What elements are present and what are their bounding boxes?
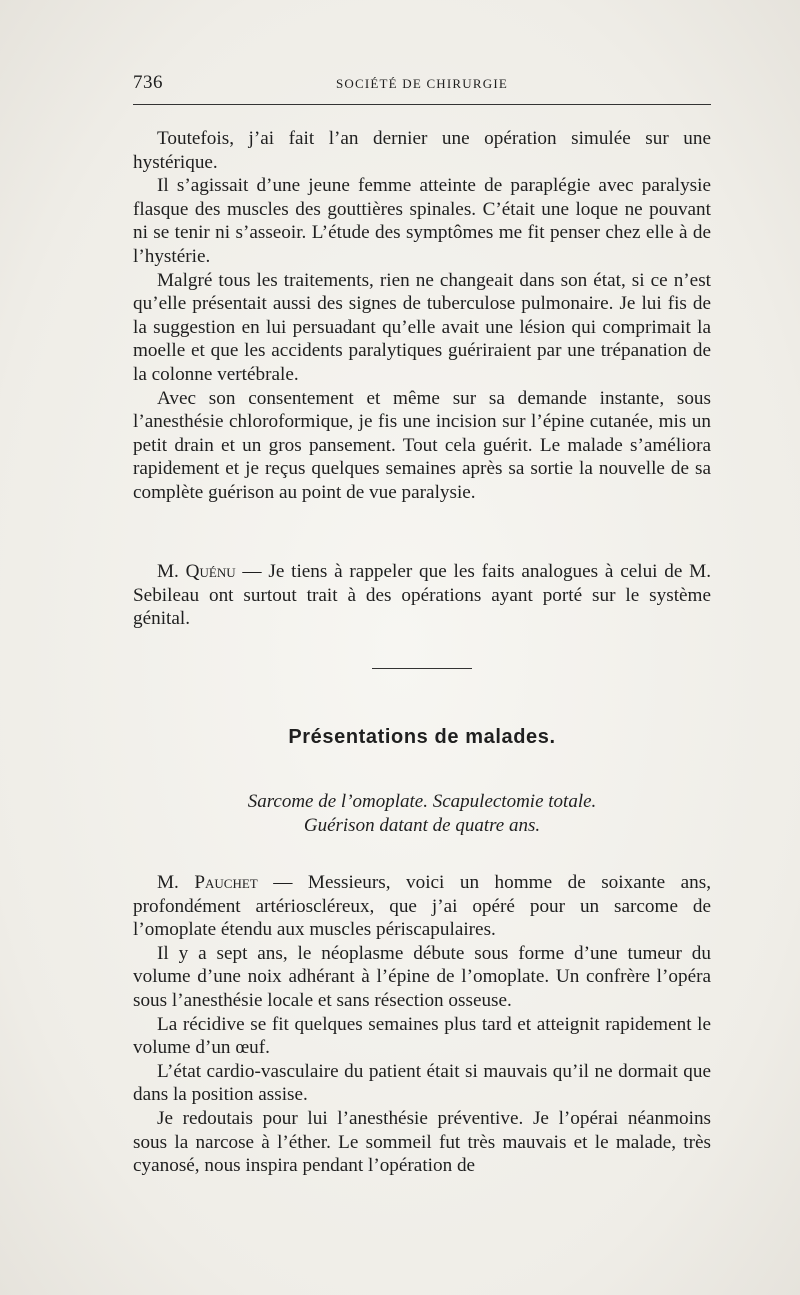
section-subtitle	[133, 790, 711, 838]
subtitle-line: Sarcome de l’omoplate. Scapulectomie totale.	[247, 791, 597, 812]
section-heading: Présentations de malades.	[288, 726, 556, 748]
speaker-name: Quénu	[185, 561, 236, 582]
paragraph: Je redoutais pour lui l’anesthésie préventive. Je l’opérai néanmoins sous la narcose à l’éther. Le sommeil fut très mauvais et le malade, très cyanosé, nous inspira pendant l’opération de	[133, 1107, 711, 1177]
paragraph-text: — Je tiens à rappeler que les faits analogues à celui de M. Sebileau ont surtout trait à des opérations ayant porté sur le système génital.	[133, 561, 712, 630]
page-header	[133, 72, 711, 100]
paragraph: Avec son consentement et même sur sa demande instante, sous l’anesthésie chloroformique, je fis une incision sur l’épine cutanée, mis un petit drain et un gros pansement. Tout cela guérit. Le malade s’améliora rapidement et je reçus quelques semaines après sa sortie la nouvelle de sa complète guérison au point de vue paralysie.	[133, 387, 711, 503]
speaker-name: Pauchet	[194, 872, 258, 893]
paragraph: La récidive se fit quelques semaines plus tard et atteignit rapidement le volume d’un œuf.	[133, 1013, 711, 1059]
running-head: SOCIÉTÉ DE CHIRURGIE	[335, 76, 509, 91]
paragraph: Il s’agissait d’une jeune femme atteinte de paraplégie avec paralysie flasque des muscles des gouttières spinales. C’était une loque ne pouvant ni se tenir ni s’asseoir. L’étude des symptômes me fit penser chez elle à de l’hystérie.	[133, 175, 711, 267]
speaker-prefix: M.	[157, 872, 179, 893]
paragraph: Malgré tous les traitements, rien ne changeait dans son état, si ce n’est qu’elle présentait aussi des signes de tuberculose pulmonaire. Je lui fis de la suggestion en lui persuadant qu’elle avait une lésion qui comprimait la moelle et que les accidents paralytiques guériraient par une trépanation de la colonne vertébrale.	[133, 269, 711, 385]
page-number: 736	[133, 72, 163, 93]
paragraph: L’état cardio-vasculaire du patient était si mauvais qu’il ne dormait que dans la position assise.	[133, 1060, 711, 1106]
body-text-block-1	[133, 127, 711, 505]
speaker-paragraph	[133, 560, 711, 631]
header-rule	[133, 104, 711, 105]
section-separator	[372, 668, 472, 669]
body-text-block-3	[133, 871, 711, 1178]
speaker-prefix: M.	[157, 561, 179, 582]
paragraph-text: — Messieurs, voici un homme de soixante ans, profondément artérioscléreux, que j’ai opéré pour un sarcome de l’omoplate étendu aux muscles périscapulaires.	[133, 872, 712, 941]
paragraph: Il y a sept ans, le néoplasme débute sous forme d’une tumeur du volume d’une noix adhérant à l’épine de l’omoplate. Un confrère l’opéra sous l’anesthésie locale et sans résection osseuse.	[133, 942, 711, 1011]
body-text-block-2	[133, 560, 711, 631]
subtitle-line: Guérison datant de quatre ans.	[303, 815, 541, 836]
speaker-paragraph	[133, 871, 711, 942]
paragraph: Toutefois, j’ai fait l’an dernier une opération simulée sur une hystérique.	[133, 128, 711, 173]
